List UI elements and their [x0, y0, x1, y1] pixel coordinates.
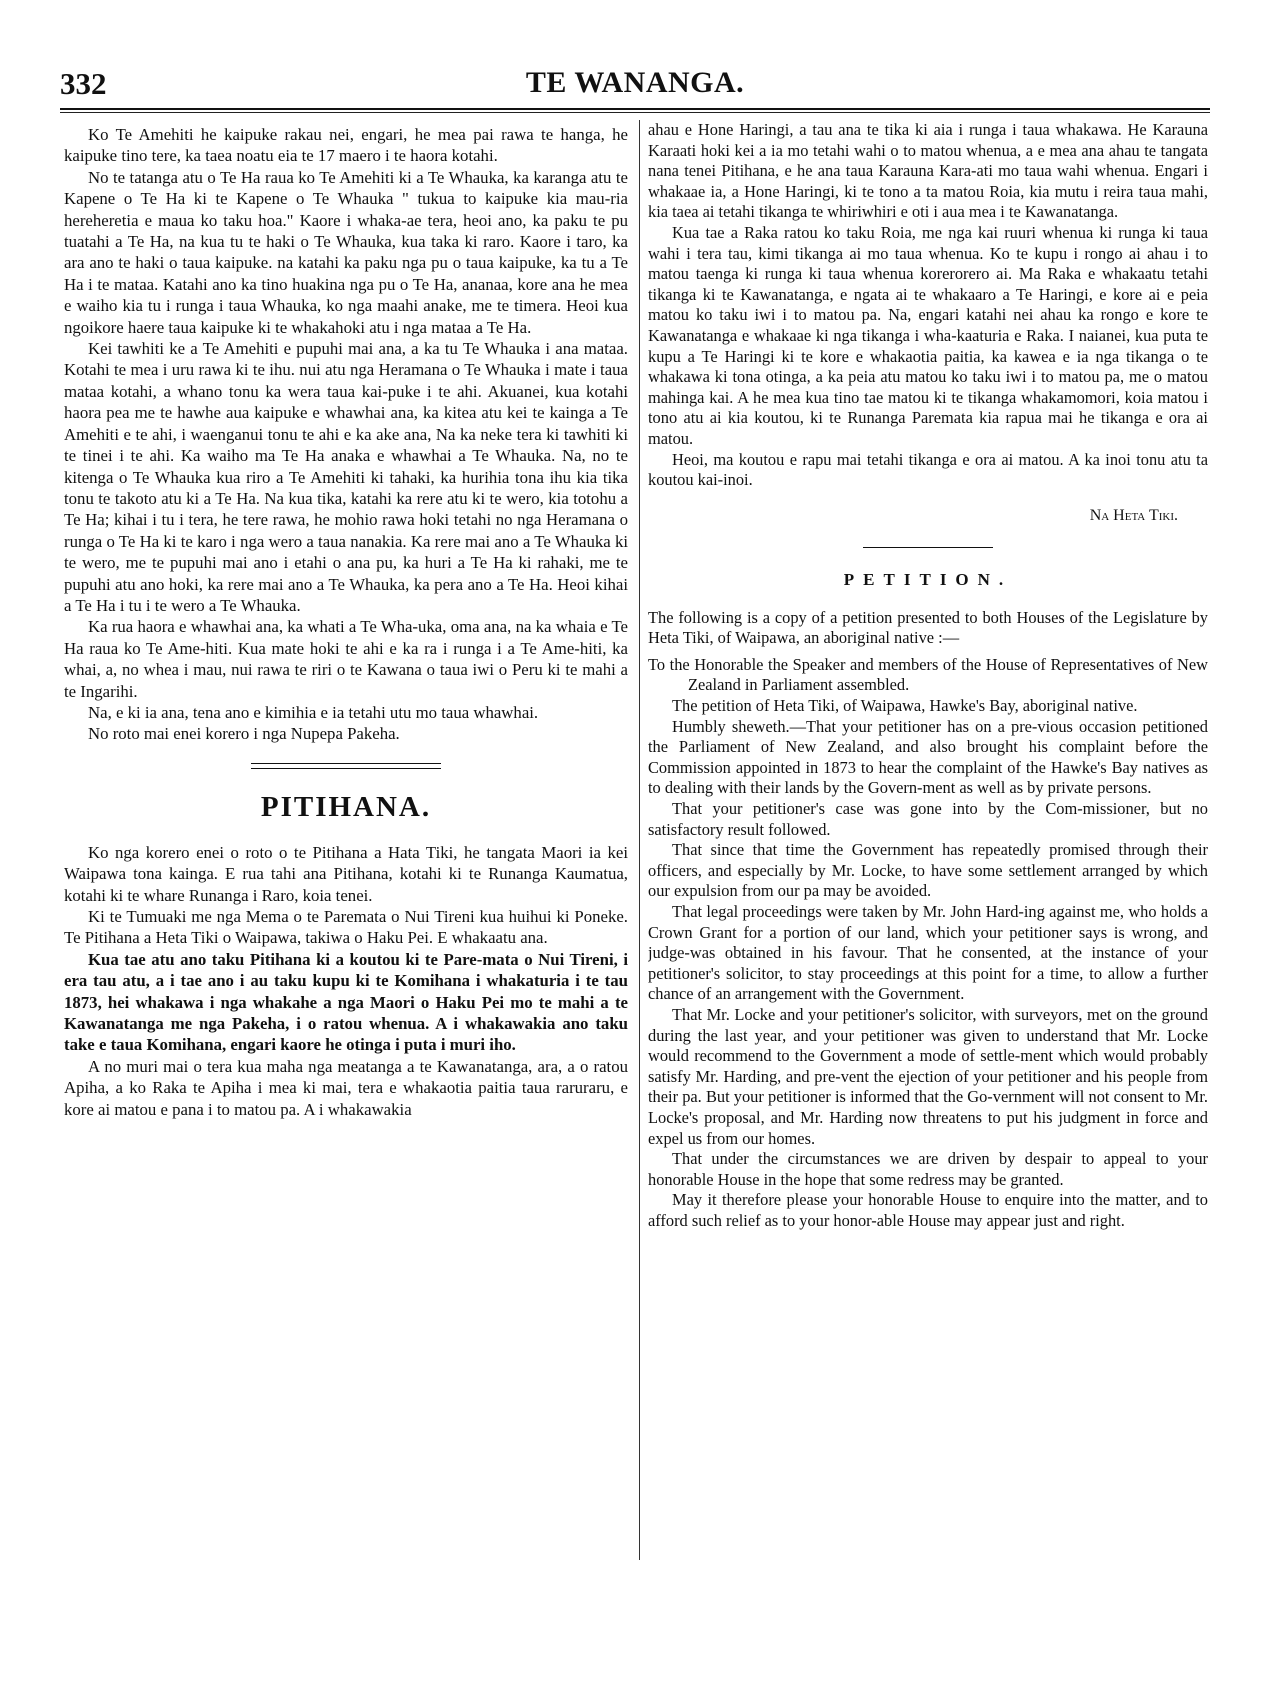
page-header [60, 66, 1210, 110]
column-divider [639, 120, 640, 1560]
paragraph: No roto mai enei korero i nga Nupepa Pakeha. [88, 724, 400, 744]
header-rule [60, 108, 1210, 110]
right-column [648, 120, 1208, 1560]
page-number: 332 [60, 66, 107, 101]
paragraph: That since that time the Government has repeatedly promised through their officers, and especially by Mr. Locke, to have some settlement arranged by which our expulsion from our pa may be avoided. [648, 840, 1208, 901]
paragraph: That your petitioner's case was gone into by the Com-missioner, but no satisfactory result followed. [648, 799, 1208, 839]
header-rule-thin [60, 112, 1210, 113]
address: To the Honorable the Speaker and members of the House of Representatives of New Zealand in Parliament assembled. [648, 654, 1208, 695]
paragraph: A no muri mai o tera kua maha nga meatanga a te Kawanatanga, ara, a o ratou Apiha, a ko Raka te Apiha i mea ki mai, tera e whakaotia paitia taua raruraru, e kore ai matou e pana i to matou pa. A i whakawakia [64, 1056, 628, 1119]
paragraph: Kua tae atu ano taku Pitihana ki a koutou ki te Pare-mata o Nui Tireni, i era tau atu, a i tae ano i au taku kupu ki te Komihana i whakaturia i te tau 1873, hei whakawa i nga whakahe a nga Maori o Haku Pei mo te mahi a te Kawanatanga me nga Pakeha, i o ratou whenua. A i whakawakia ano taku take e taua Komihana, engari kaore he otinga i puta i muri iho. [64, 949, 628, 1055]
petition-heading: PETITION. [843, 569, 1013, 589]
paragraph: No te tatanga atu o Te Ha raua ko Te Amehiti ki a Te Whauka, ka karanga atu te Kapene o Te Ha ki te Kapene o Te Whauka " tukua to kaipuke kia mau-ria hereheretia e maua ko taku hoa." Kaore i whaka-ae tera, heoi ano, ka paku te pu tuatahi a Te Ha, na kua tu te haki o Te Whauka, kua taka ki raro. Kaore i taro, ka ara ano te haki o taua kaipuke. na katahi ka paku nga pu o taua kaipuke, ka tu a Te Ha i te mataa. Katahi ano ka tino huakina nga pu o Te Ha, ananaa, kore ana he mea e waiho kia tu i runga i taua Whauka, ko nga maahi anake, me te timera. Heoi kua ngoikore haere taua kaipuke ki te whakahoki atu i nga mataa a Te Ha. [64, 167, 628, 337]
newspaper-title: TE WANANGA. [525, 66, 745, 99]
paragraph: The following is a copy of a petition presented to both Houses of the Legislature by Heta Tiki, of Waipawa, an aboriginal native :— [648, 607, 1208, 648]
section-divider [251, 768, 441, 769]
signature: Na Heta Tiki. [1089, 506, 1178, 524]
section-divider [863, 547, 993, 548]
paragraph: ahau e Hone Haringi, a tau ana te tika ki aia i runga i taua whakawa. He Karauna Karaati hoki kei a ia mo tetahi wahi o to matou whenua, a e mea ana ahau te tangata nana tenei Pitihana, e he ana taua Karauna Kara-ati mo taua wahi whenua. Engari i whakaae ia, a Hone Haringi, ki te tono a ta matou Roia, kia mutu i reira taua mahi, kia taea ai tetahi tikanga te whiriwhiri e oti i aua mea i te Kawanatanga. [648, 120, 1208, 222]
section-divider [251, 763, 441, 764]
paragraph: Ko nga korero enei o roto o te Pitihana a Hata Tiki, he tangata Maori ia kei Waipawa tona kainga. E rua tahi ana Pitihana, kotahi ki te Runanga Kaumatua, kotahi ki te whare Runanga i Raro, koia tenei. [64, 842, 628, 905]
left-column [64, 124, 628, 1564]
paragraph: Heoi, ma koutou e rapu mai tetahi tikanga e ora ai matou. A ka inoi tonu atu ta koutou kai-inoi. [648, 449, 1208, 490]
paragraph: That Mr. Locke and your petitioner's solicitor, with surveyors, met on the ground during the last year, and your petitioner was given to understand that Mr. Locke would recommend to the Government a mode of settle-ment which would probably satisfy Mr. Harding, and pre-vent the ejection of your petitioner and his people from their pa. But your petitioner is informed that the Go-vernment will not consent to Mr. Locke's proposal, and Mr. Harding now threatens to put his judgment in force and expel us from our homes. [648, 1004, 1208, 1148]
paragraph: Kua tae a Raka ratou ko taku Roia, me nga kai ruuri whenua ki runga ki taua wahi i tera tau, kimi tikanga ai mo taua whenua. Ko te kupu i rongo ai ahau i to matou taenga ki runga ki taua whenua korerorero ai. Ma Raka e whakaatu tetahi tikanga ki te Kawanatanga, e ngata ai te whakaaro a Te Haringi, e kore ai e peia matou ko taku iwi i to matou pa. Na, engari katahi nei ahau ka rongo e kore te Kawanatanga e whakaae ki nga tikanga i wha-kaaturia e Raka. I naianei, kua puta te kupu a Te Haringi ki te kore e whakaotia paitia, ka kawea e ia nga tikanga o te whakawa ki tona otinga, a ka peia atu matou ko taku iwi i to matou pa, me o matou mahinga kai. A he mea kua tino tae matou ki te tikanga whakamomori, koia matou i tono atu ai kia koutou, ki te Runanga Paremata kia rapua mai he tikanga e ora ai matou. [648, 222, 1208, 448]
paragraph: Ko Te Amehiti he kaipuke rakau nei, engari, he mea pai rawa te hanga, he kaipuke tino tere, ka taea noatu eia te 17 maero i te haora kotahi. [64, 125, 628, 166]
paragraph: Humbly sheweth.—That your petitioner has on a pre-vious occasion petitioned the Parliament of New Zealand, and also brought his complaint before the Commission appointed in 1873 to hear the complaint of the Hawke's Bay natives as to dealing with their lands by the Govern-ment as well as by private persons. [648, 716, 1208, 798]
paragraph: Ki te Tumuaki me nga Mema o te Paremata o Nui Tireni kua huihui ki Poneke. Te Pitihana a Heta Tiki o Waipawa, takiwa o Haku Pei. E whakaatu ana. [64, 907, 628, 948]
pitihana-heading: PITIHANA. [260, 790, 432, 823]
paragraph: Na, e ki ia ana, tena ano e kimihia e ia tetahi utu mo taua whawhai. [88, 702, 539, 722]
paragraph: That legal proceedings were taken by Mr. John Hard-ing against me, who holds a Crown Grant for a portion of our land, which your petitioner says is wrong, and judge-was obtained in his favour. That he consented, at the instance of your petitioner's solicitor, to stay proceedings at this point for a time, to allow a further chance of an arrangement with the Government. [648, 902, 1208, 1004]
paragraph: That under the circumstances we are driven by despair to appeal to your honorable House in the hope that some redress may be granted. [648, 1149, 1208, 1189]
paragraph: Ka rua haora e whawhai ana, ka whati a Te Wha-uka, oma ana, na ka whaia e Te Ha raua ko Te Ame-hiti. Kua mate hoki te ahi e ka ra i runga i a Te Ame-hiti, ka whai, a, no whea i mau, nui rawa te riri o te Kawana o taua iwi o Peru ki te mahi a te Ingarihi. [64, 617, 628, 701]
paragraph: May it therefore please your honorable House to enquire into the matter, and to afford such relief as to your honor-able House may appear just and right. [648, 1190, 1208, 1230]
paragraph: The petition of Heta Tiki, of Waipawa, Hawke's Bay, aboriginal native. [672, 696, 1138, 716]
paragraph: Kei tawhiti ke a Te Amehiti e pupuhi mai ana, a ka tu Te Whauka i ana mataa. Kotahi te mea i uru rawa ki te ihu. nui atu nga Heramana o Te Whauka i mate i taua mataa kotahi, a whano tonu ka wera taua kai-puke i te ahi. Akuanei, kua kotahi haora pea me te hawhe aua kaipuke e whawhai ana, ka kitea atu kei te kainga a Te Amehiti e te ahi, i waenganui tonu te ahi e ka ake ana, Na ka neke tera ki tawhiti ki te tinei i te ahi. Ka waiho ma Te Ha anaka e whawhai a Te Whauka. Na, no te kitenga o Te Whauka kua riro a Te Amehiti ki tahaki, ka hurihia tona ihu kia tika tonu te takoto atu ki a Te Ha. Na kua tika, katahi ka rere atu ki te wero, kia totohu a Te Ha; kihai i tu i tera, he tere rawa, he mohio rawa hoki tetahi no nga Heramana o runga o Te Ha ki te karo i nga wero a taua nanakia. Ka rere mai ano a Te Whauka ki te wero, me te pupuhi mai ano i etahi o ana pu, ka huri a Te Ha ki rahaki, me te pupuhi atu ano hoki, ka rere mai ano a Te Whauka, ka pera ano a Te Ha. Heoi kihai a Te Ha i tu i te wero a Te Whauka. [64, 339, 628, 615]
